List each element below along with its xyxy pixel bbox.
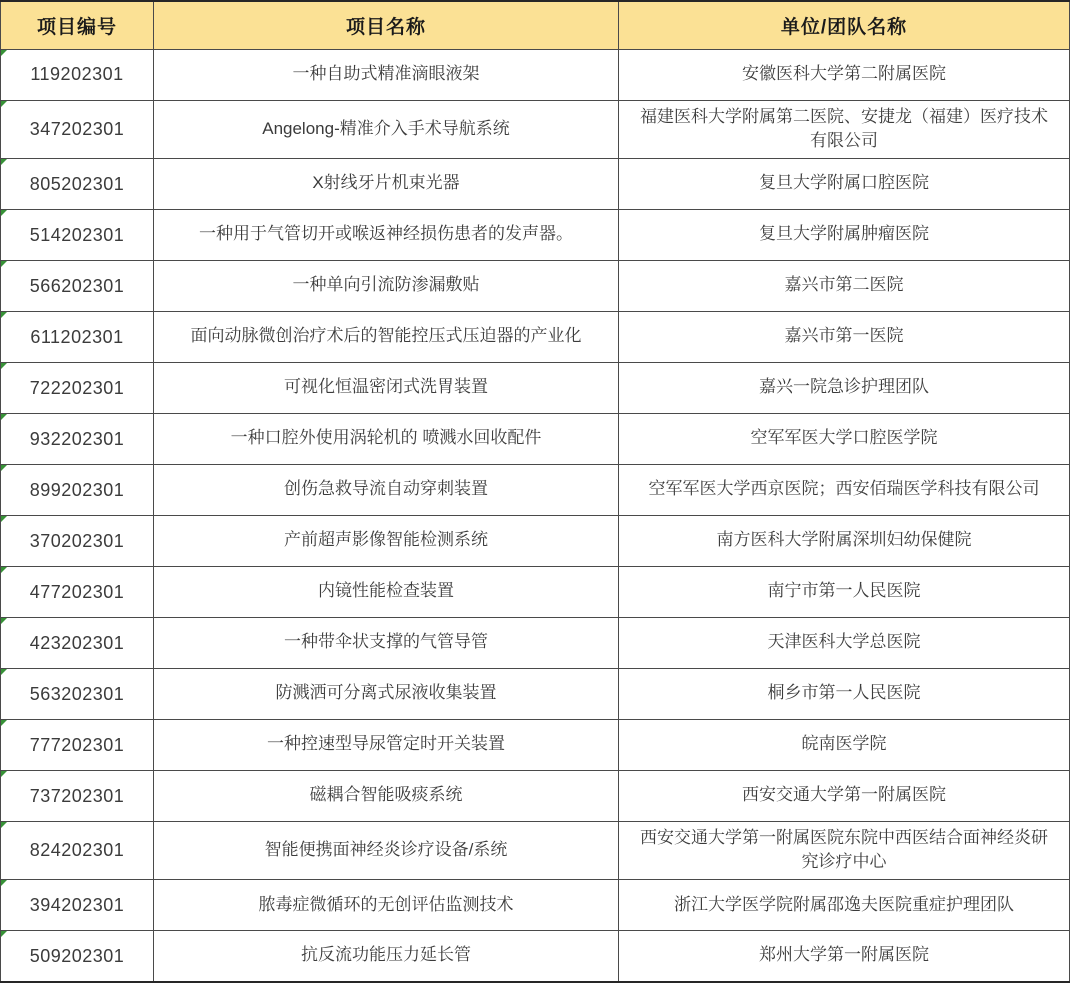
column-header-project-name-label: 项目名称 — [345, 16, 426, 38]
project-id: 611202301 — [30, 326, 124, 347]
project-name-cell[interactable] — [154, 770, 619, 821]
org-name-cell[interactable] — [619, 413, 1070, 464]
project-name: 内镜性能检查装置 — [318, 581, 454, 601]
table-row — [1, 49, 1070, 100]
project-name-cell[interactable] — [154, 464, 619, 515]
org-name: 嘉兴市第二医院 — [784, 275, 904, 295]
project-id-cell[interactable] — [1, 668, 154, 719]
org-name: 郑州大学第一附属医院 — [759, 945, 929, 965]
project-id: 824202301 — [29, 840, 125, 861]
table-row — [1, 260, 1070, 311]
project-name-cell[interactable] — [154, 566, 619, 617]
error-indicator-icon — [1, 771, 7, 777]
org-name: 复旦大学附属口腔医院 — [759, 173, 929, 193]
project-name: 面向动脉微创治疗术后的智能控压式压迫器的产业化 — [190, 326, 582, 346]
project-name: 抗反流功能压力延长管 — [301, 945, 471, 965]
project-name: 一种单向引流防渗漏敷贴 — [292, 275, 480, 295]
table-row — [1, 515, 1070, 566]
project-id: 119202301 — [30, 64, 124, 85]
org-name-cell[interactable] — [619, 617, 1070, 668]
error-indicator-icon — [1, 465, 7, 471]
org-name-cell[interactable] — [619, 49, 1070, 100]
project-id: 370202301 — [29, 530, 125, 551]
org-name-cell[interactable] — [619, 311, 1070, 362]
org-name-cell[interactable] — [619, 668, 1070, 719]
project-id: 932202301 — [29, 428, 125, 449]
column-header-project-id[interactable] — [1, 1, 154, 49]
project-name: 一种自助式精准滴眼液架 — [292, 64, 480, 84]
org-name: 南方医科大学附属深圳妇幼保健院 — [716, 530, 972, 550]
error-indicator-icon — [1, 312, 7, 318]
project-name: 脓毒症微循环的无创评估监测技术 — [258, 894, 514, 914]
table-row — [1, 668, 1070, 719]
table-row — [1, 413, 1070, 464]
project-id: 347202301 — [29, 119, 125, 140]
project-name: Angelong-精准介入手术导航系统 — [262, 118, 510, 138]
org-name: 浙江大学医学院附属邵逸夫医院重症护理团队 — [674, 894, 1014, 914]
project-id-cell[interactable] — [1, 821, 154, 879]
error-indicator-icon — [1, 567, 7, 573]
project-id: 899202301 — [29, 479, 125, 500]
project-name-cell[interactable] — [154, 311, 619, 362]
org-name-cell[interactable] — [619, 515, 1070, 566]
org-name: 嘉兴市第一医院 — [784, 326, 904, 346]
project-id-cell[interactable] — [1, 158, 154, 209]
project-name-cell[interactable] — [154, 931, 619, 982]
project-id-cell[interactable] — [1, 617, 154, 668]
org-name: 天津医科大学总医院 — [767, 632, 921, 652]
project-id: 777202301 — [29, 734, 125, 755]
error-indicator-icon — [1, 669, 7, 675]
project-name: 智能便携面神经炎诊疗设备/系统 — [264, 840, 508, 860]
table-row — [1, 362, 1070, 413]
project-id: 722202301 — [29, 377, 125, 398]
org-name: 西安交通大学第一附属医院 — [742, 785, 946, 805]
project-id-cell[interactable] — [1, 515, 154, 566]
project-id-cell[interactable] — [1, 566, 154, 617]
org-name: 空军军医大学口腔医学院 — [750, 428, 938, 448]
org-name: 嘉兴一院急诊护理团队 — [759, 377, 929, 397]
table-body — [1, 49, 1070, 982]
project-name: 一种带伞状支撑的气管导管 — [284, 632, 488, 652]
org-name-cell[interactable] — [619, 158, 1070, 209]
project-name-cell[interactable] — [154, 719, 619, 770]
project-id-cell[interactable] — [1, 311, 154, 362]
error-indicator-icon — [1, 720, 7, 726]
project-id: 566202301 — [29, 275, 125, 296]
project-name: 产前超声影像智能检测系统 — [284, 530, 488, 550]
table-row — [1, 617, 1070, 668]
table-row — [1, 931, 1070, 982]
org-name: 西安交通大学第一附属医院东院中西医结合面神经炎研究诊疗中心 — [640, 827, 1048, 872]
table-row — [1, 311, 1070, 362]
org-name: 皖南医学院 — [801, 734, 887, 754]
column-header-project-name[interactable] — [154, 1, 619, 49]
project-name: 可视化恒温密闭式洗胃装置 — [284, 377, 488, 397]
project-id: 805202301 — [29, 173, 125, 194]
error-indicator-icon — [1, 516, 7, 522]
project-id-cell[interactable] — [1, 413, 154, 464]
org-name: 空军军医大学西京医院；西安佰瑞医学科技有限公司 — [648, 479, 1040, 499]
column-header-org-name-label: 单位/团队名称 — [780, 16, 908, 38]
project-name: 一种用于气管切开或喉返神经损伤患者的发声器。 — [199, 224, 573, 244]
project-name: X射线牙片机束光器 — [312, 173, 460, 193]
project-id-cell[interactable] — [1, 362, 154, 413]
org-name-cell[interactable] — [619, 100, 1070, 158]
org-name-cell[interactable] — [619, 931, 1070, 982]
project-name-cell[interactable] — [154, 209, 619, 260]
error-indicator-icon — [1, 931, 7, 937]
header-row — [1, 1, 1070, 49]
error-indicator-icon — [1, 101, 7, 107]
project-name-cell[interactable] — [154, 49, 619, 100]
project-id: 423202301 — [29, 632, 125, 653]
error-indicator-icon — [1, 261, 7, 267]
org-name-cell[interactable] — [619, 464, 1070, 515]
project-id-cell[interactable] — [1, 100, 154, 158]
project-name-cell[interactable] — [154, 413, 619, 464]
error-indicator-icon — [1, 880, 7, 886]
project-name-cell[interactable] — [154, 362, 619, 413]
org-name: 复旦大学附属肿瘤医院 — [759, 224, 929, 244]
project-name: 防溅洒可分离式尿液收集装置 — [275, 683, 497, 703]
org-name-cell[interactable] — [619, 260, 1070, 311]
project-name: 创伤急救导流自动穿刺装置 — [284, 479, 488, 499]
project-id-cell[interactable] — [1, 880, 154, 931]
error-indicator-icon — [1, 50, 7, 56]
project-name-cell[interactable] — [154, 668, 619, 719]
project-id: 563202301 — [29, 683, 125, 704]
org-name-cell[interactable] — [619, 719, 1070, 770]
project-name-cell[interactable] — [154, 100, 619, 158]
project-name-cell[interactable] — [154, 515, 619, 566]
project-id: 394202301 — [29, 895, 125, 916]
project-id-cell[interactable] — [1, 260, 154, 311]
project-id-cell[interactable] — [1, 464, 154, 515]
table-row — [1, 209, 1070, 260]
project-id-cell[interactable] — [1, 770, 154, 821]
table-row — [1, 464, 1070, 515]
project-id-cell[interactable] — [1, 719, 154, 770]
error-indicator-icon — [1, 822, 7, 828]
table-row — [1, 770, 1070, 821]
project-id: 477202301 — [29, 581, 125, 602]
error-indicator-icon — [1, 159, 7, 165]
table-row — [1, 566, 1070, 617]
org-name-cell[interactable] — [619, 209, 1070, 260]
project-id: 514202301 — [29, 224, 125, 245]
error-indicator-icon — [1, 210, 7, 216]
table-row — [1, 821, 1070, 879]
table-row — [1, 719, 1070, 770]
org-name: 安徽医科大学第二附属医院 — [742, 64, 946, 84]
error-indicator-icon — [1, 363, 7, 369]
error-indicator-icon — [1, 414, 7, 420]
org-name-cell[interactable] — [619, 362, 1070, 413]
project-name-cell[interactable] — [154, 260, 619, 311]
project-name-cell[interactable] — [154, 617, 619, 668]
org-name-cell[interactable] — [619, 821, 1070, 879]
org-name-cell[interactable] — [619, 566, 1070, 617]
project-name-cell[interactable] — [154, 821, 619, 879]
project-name: 一种口腔外使用涡轮机的 喷溅水回收配件 — [230, 428, 542, 448]
org-name: 南宁市第一人民医院 — [767, 581, 921, 601]
project-id: 509202301 — [29, 945, 125, 966]
column-header-project-id-label: 项目编号 — [36, 16, 117, 38]
org-name-cell[interactable] — [619, 880, 1070, 931]
project-id-cell[interactable] — [1, 49, 154, 100]
column-header-org-name[interactable] — [619, 1, 1070, 49]
org-name-cell[interactable] — [619, 770, 1070, 821]
project-id-cell[interactable] — [1, 931, 154, 982]
table-row — [1, 100, 1070, 158]
table-row — [1, 158, 1070, 209]
project-name: 磁耦合智能吸痰系统 — [309, 785, 463, 805]
project-name-cell[interactable] — [154, 880, 619, 931]
org-name: 福建医科大学附属第二医院、安捷龙（福建）医疗技术有限公司 — [640, 106, 1048, 151]
project-name-cell[interactable] — [154, 158, 619, 209]
project-id: 737202301 — [29, 785, 125, 806]
project-id-cell[interactable] — [1, 209, 154, 260]
org-name: 桐乡市第一人民医院 — [767, 683, 921, 703]
error-indicator-icon — [1, 618, 7, 624]
table-row — [1, 880, 1070, 931]
project-name: 一种控速型导尿管定时开关装置 — [267, 734, 505, 754]
